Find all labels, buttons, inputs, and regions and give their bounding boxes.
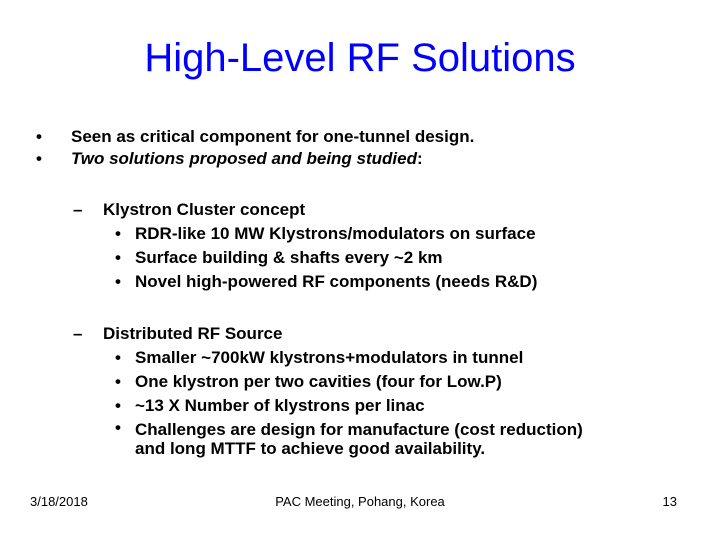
sub-bullet-text: ~13 X Number of klystrons per linac [135,396,425,415]
dash-icon: – [73,324,83,343]
bullet-icon: • [115,396,121,415]
sub-bullet-item [115,222,537,246]
bullet-icon: • [36,127,42,146]
main-bullet-list [36,126,474,170]
sub-bullet-text: Surface building & shafts every ~2 km [135,248,443,267]
sub-bullet-item [115,346,583,370]
sub-bullet-item [115,246,537,270]
footer-page-number: 13 [662,494,677,509]
sub-bullet-item [115,270,537,294]
bullet-icon: • [115,348,121,367]
bullet-text: Two solutions proposed and being studied [71,149,417,168]
bullet-suffix: : [416,149,423,168]
bullet-icon: • [36,149,42,168]
sub-bullet-item [115,370,583,394]
bullet-icon: • [115,272,121,291]
sub-bullet-text-line2: and long MTTF to achieve good availability. [135,439,486,458]
bullet-item [36,126,474,148]
sub-bullet-text: Smaller ~700kW klystrons+modulators in tunnel [135,348,524,367]
section-klystron-cluster [73,198,537,294]
sub-bullet-list [73,346,583,458]
sub-bullet-text: One klystron per two cavities (four for Low.P) [135,372,502,391]
bullet-item [36,148,474,170]
slide-title: High-Level RF Solutions [144,36,576,80]
section-distributed-rf [73,322,583,458]
bullet-icon: • [115,418,121,437]
sub-bullet-text-line1: Challenges are design for manufacture (cost reduction) [135,420,583,439]
sub-bullet-list [73,222,537,294]
bullet-text: Seen as critical component for one-tunnel design. [71,127,475,146]
sub-bullet-item [115,394,583,418]
sub-bullet-text: RDR-like 10 MW Klystrons/modulators on surface [135,224,536,243]
section-heading: Klystron Cluster concept [103,200,306,219]
bullet-icon: • [115,224,121,243]
footer-date: 3/18/2018 [30,494,88,509]
sub-bullet-item [115,418,583,458]
bullet-icon: • [115,248,121,267]
dash-icon: – [73,200,83,219]
bullet-icon: • [115,372,121,391]
footer-event: PAC Meeting, Pohang, Korea [275,494,445,509]
sub-bullet-text: Novel high-powered RF components (needs R&D) [135,272,538,291]
section-heading: Distributed RF Source [103,324,283,343]
